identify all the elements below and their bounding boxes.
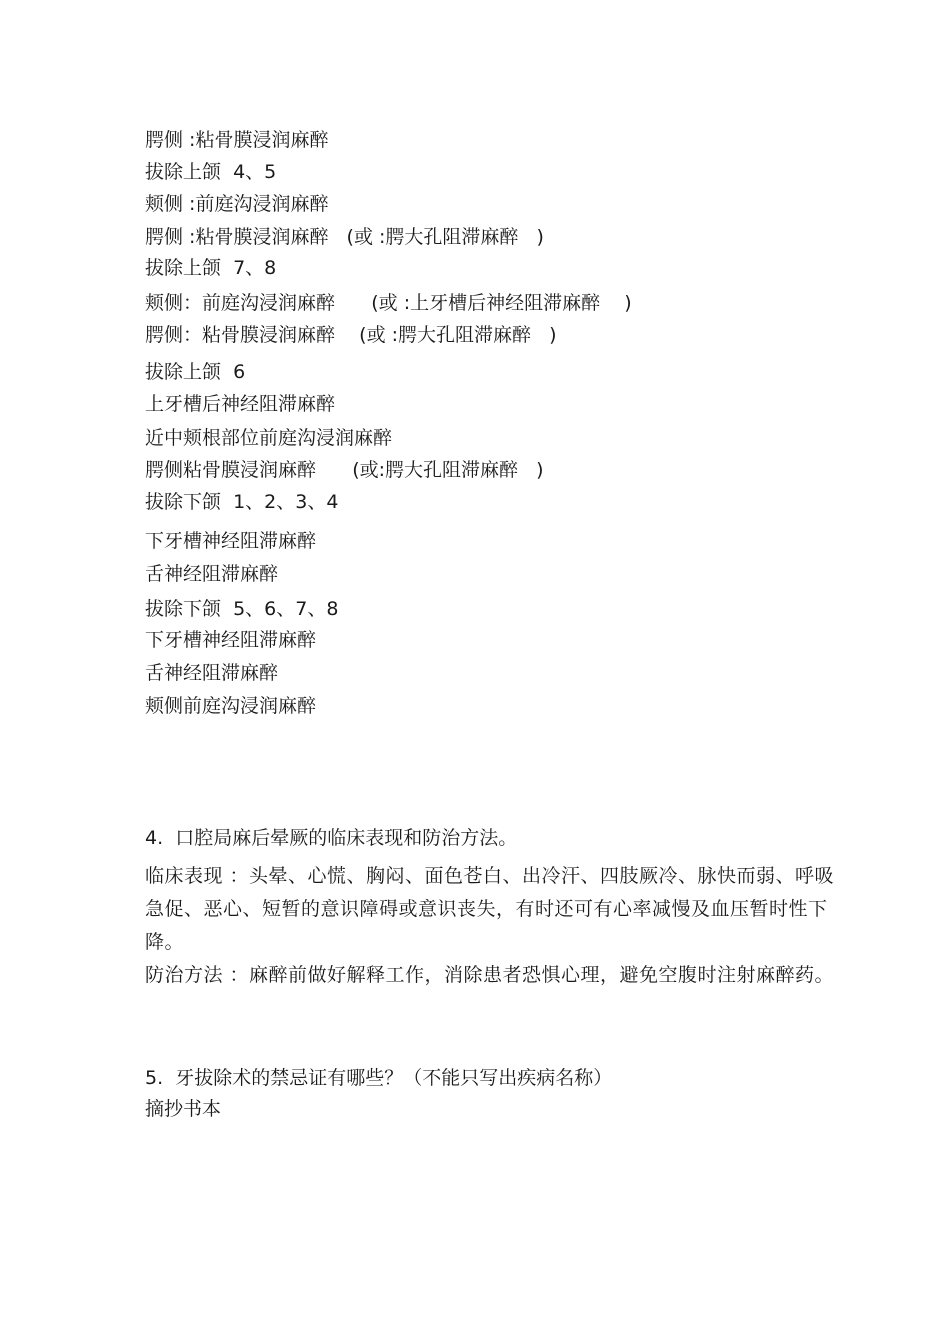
question-4-title: 4. 口腔局麻后晕厥的临床表现和防治方法。	[145, 827, 518, 849]
text-line: 拔除下颌 1、2、3、4	[145, 491, 339, 513]
text-line: 腭侧 :粘骨膜浸润麻醉 (或 :腭大孔阻滞麻醉 )	[145, 226, 544, 248]
text-line: 拔除下颌 5、6、7、8	[145, 598, 339, 620]
text-line: 下牙槽神经阻滞麻醉	[145, 530, 317, 552]
q5-answer: 摘抄书本	[145, 1098, 222, 1120]
text-line: 拔除上颌 4、5	[145, 161, 277, 183]
text-line: 腭侧 :粘骨膜浸润麻醉	[145, 129, 329, 151]
text-line: 腭侧：粘骨膜浸润麻醉 (或 :腭大孔阻滞麻醉 )	[145, 324, 557, 346]
q4-clinical-paragraph: 临床表现 ：头晕、心慌、胸闷、面色苍白、出冷汗、四肢厥冷、脉快而弱、呼吸急促、恶心、短暂的意识障碍或意识丧失，有时还可有心率减慢及血压暂时性下降。	[145, 865, 835, 953]
text-line: 拔除上颌 6	[145, 361, 246, 383]
text-line: 颊侧前庭沟浸润麻醉	[145, 695, 317, 717]
text-line: 下牙槽神经阻滞麻醉	[145, 629, 317, 651]
question-5-title: 5. 牙拔除术的禁忌证有哪些？（不能只写出疾病名称）	[145, 1067, 613, 1089]
text-line: 颊侧：前庭沟浸润麻醉 (或 :上牙槽后神经阻滞麻醉 )	[145, 292, 632, 314]
text-line: 舌神经阻滞麻醉	[145, 563, 279, 585]
text-line: 拔除上颌 7、8	[145, 257, 277, 279]
text-line: 腭侧粘骨膜浸润麻醉 (或:腭大孔阻滞麻醉 )	[145, 459, 544, 481]
text-line: 舌神经阻滞麻醉	[145, 662, 279, 684]
text-line: 近中颊根部位前庭沟浸润麻醉	[145, 427, 393, 449]
text-line: 颊侧 :前庭沟浸润麻醉	[145, 193, 329, 215]
q4-prevention-paragraph: 防治方法 ：麻醉前做好解释工作，消除患者恐惧心理，避免空腹时注射麻醉药。	[145, 964, 835, 986]
text-line: 上牙槽后神经阻滞麻醉	[145, 393, 336, 415]
